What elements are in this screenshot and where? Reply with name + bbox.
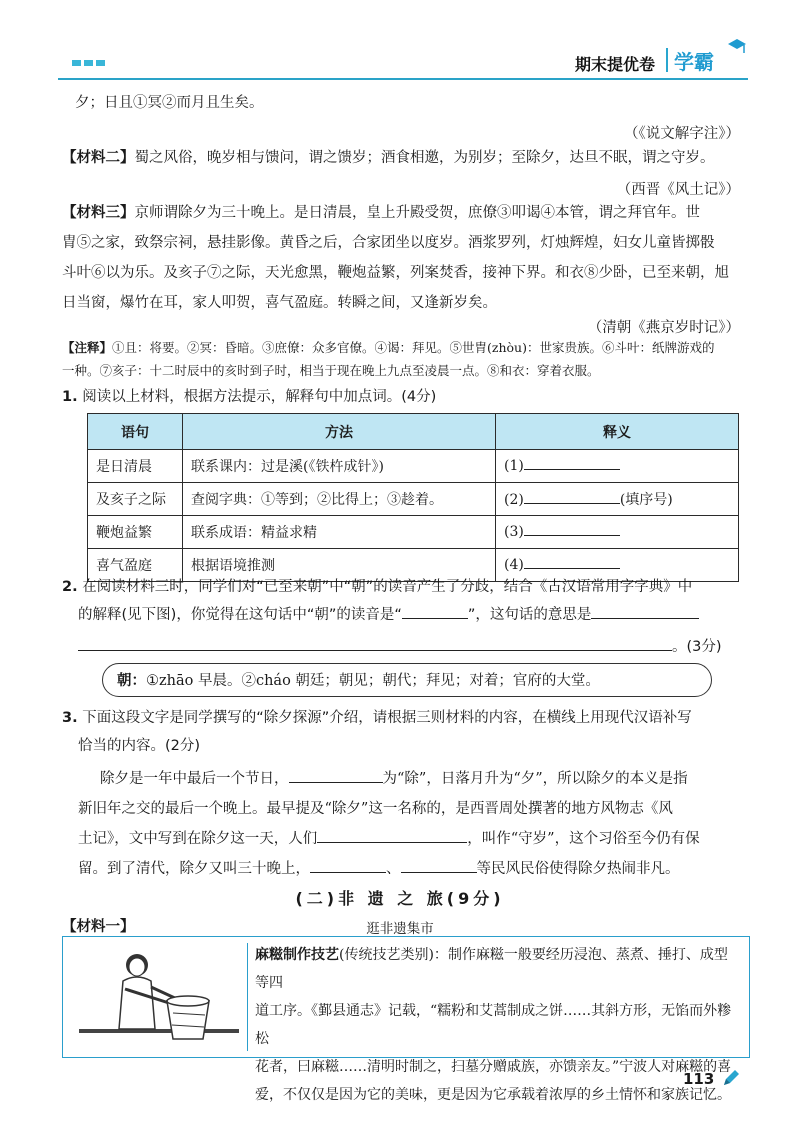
table-row: [88, 483, 739, 516]
material2-text: 蜀之风俗，晚岁相与馈问，谓之馈岁；酒食相邀，为别岁；至除夕，达旦不眠，谓之守岁。: [134, 150, 715, 166]
sentence-cell: 及亥子之际: [88, 483, 183, 516]
question-number: 2.: [62, 579, 78, 595]
passage-text: 除夕是一年中最后一个节日，: [100, 771, 289, 787]
answer-index: (3): [504, 524, 524, 540]
material2-label: 【材料二】: [62, 150, 135, 166]
mochi-making-illustration: [69, 943, 248, 1051]
material3: [62, 198, 752, 228]
material1-title: 逛非遗集市: [366, 921, 434, 937]
material1-tail: 夕；日且①冥②而月且生矣。: [75, 95, 264, 111]
column-header: 释义: [496, 414, 739, 450]
material3-label: 【材料三】: [62, 205, 135, 221]
answer-hint: (填序号): [619, 492, 673, 508]
question-3-line-b: 恰当的内容。(2分): [78, 738, 201, 754]
annotation-label: 【注释】: [62, 340, 113, 355]
answer-index: (1): [504, 458, 524, 474]
question-3-line-a: 下面这段文字是同学撰写的“除夕探源”介绍，请根据三则材料的内容，在横线上用现代汉语补写: [82, 710, 692, 726]
header-divider: [666, 48, 668, 72]
material1-line: [255, 941, 741, 997]
passage-text: 留。到了清代，除夕又叫三十晚上，: [78, 861, 310, 877]
passage-line-4: [78, 854, 758, 884]
method-cell: 查阅字典：①等到；②比得上；③趁着。: [183, 483, 496, 516]
annotation-line-a: ①且：将要。②冥：昏暗。③庶僚：众多官僚。④谒：拜见。⑤世胄(zhòu)：世家贵族。⑥斗叶：纸牌游戏的: [112, 340, 715, 355]
sentence-cell: 喜气盈庭: [88, 549, 183, 582]
dictionary-word: 朝：: [117, 673, 146, 689]
annotations: [62, 336, 752, 359]
method-cell: 根据语境推测: [183, 549, 496, 582]
method-table: [87, 413, 739, 582]
fill-blank[interactable]: [401, 872, 477, 873]
answer-cell: [496, 516, 739, 549]
answer-blank[interactable]: [524, 503, 620, 504]
question-2-line-c: [78, 634, 758, 661]
fill-blank[interactable]: [289, 782, 383, 783]
passage-line-1: [100, 764, 750, 794]
question-number: 1.: [62, 389, 78, 405]
question-2-text: 的解释(见下图)，你觉得在这句话中“朝”的读音是“: [78, 607, 402, 623]
header-dots: [72, 60, 105, 66]
material1-text: [255, 941, 741, 1109]
craft-category: (传统技艺类别)：: [339, 947, 448, 963]
dictionary-box: [102, 663, 712, 697]
passage-text: 土记》，文中写到在除夕这一天，人们: [78, 831, 318, 847]
answer-cell: [496, 483, 739, 516]
header-brand: 学霸: [674, 50, 714, 74]
answer-index: (2): [504, 492, 524, 508]
question-1-text: 阅读以上材料，根据方法提示，解释句中加点词。(4分): [82, 389, 437, 405]
passage-text: ，叫作“守岁”，这个习俗至今仍有保: [467, 831, 700, 847]
header-rule: [58, 78, 748, 80]
answer-blank[interactable]: [524, 469, 620, 470]
pronunciation-blank[interactable]: [402, 618, 468, 619]
fill-blank[interactable]: [310, 872, 386, 873]
question-1: [62, 384, 752, 411]
material3-line-a: 京师谓除夕为三十晚上。是日清晨，皇上升殿受贺，庶僚③叩谒④本管，谓之拜官年。世: [134, 205, 700, 221]
meaning-blank[interactable]: [591, 618, 699, 619]
header-title: 期末提优卷: [575, 55, 656, 74]
method-cell: 联系课内：过是溪(《铁杵成针》): [183, 450, 496, 483]
pencil-icon: [721, 1068, 741, 1088]
column-header: 方法: [183, 414, 496, 450]
page-header: [0, 0, 800, 84]
question-2-line-a: 在阅读材料三时，同学们对“已至来朝”中“朝”的读音产生了分歧，结合《古汉语常用字字典》中: [82, 579, 693, 595]
answer-index: (4): [504, 557, 524, 573]
fill-blank[interactable]: [317, 842, 467, 843]
answer-blank[interactable]: [524, 535, 620, 536]
material1-label: 【材料一】: [62, 919, 135, 935]
table-row: [88, 450, 739, 483]
source-1: （《说文解字注》）: [624, 126, 740, 142]
dictionary-text: ①zhāo 早晨。②cháo 朝廷；朝见；朝代；拜见；对着；官府的大堂。: [146, 673, 600, 689]
passage-line-2: 新旧年之交的最后一个晚上。最早提及“除夕”这一名称的，是西晋周处撰著的地方风物志《风: [78, 801, 673, 817]
meaning-blank-cont[interactable]: [78, 650, 672, 651]
source-3: （清朝《燕京岁时记》）: [587, 320, 740, 336]
material3-line-b: 胄⑤之家，致祭宗祠，悬挂影像。黄昏之后，合家团坐以度岁。酒浆罗列，灯烛辉煌，妇女儿童皆掷骰: [62, 235, 715, 251]
section-title: (二)非 遗 之 旅(9分): [295, 889, 505, 908]
question-2-score: 。(3分): [672, 639, 722, 655]
material1-text-1: 制作麻糍一般要经历浸泡、蒸煮、捶打、成型等四: [255, 947, 728, 991]
question-2-line-b: [78, 602, 758, 629]
table-row: [88, 516, 739, 549]
table-header-row: [88, 414, 739, 450]
passage-text: 为“除”，日落月升为“夕”，所以除夕的本义是指: [382, 771, 688, 787]
sentence-cell: 是日清晨: [88, 450, 183, 483]
graduation-cap-icon: [726, 38, 748, 56]
method-cell: 联系成语：精益求精: [183, 516, 496, 549]
material1-line: 花者，曰麻糍……清明时制之，扫墓分赠戚族，亦馈亲友。”宁波人对麻糍的喜: [255, 1059, 732, 1075]
passage-text: 、: [386, 861, 401, 877]
question-2-text: ”，这句话的意思是: [467, 607, 592, 623]
annotation-line-b: 一种。⑦亥子：十二时辰中的亥时到子时，相当于现在晚上九点至凌晨一点。⑧和衣：穿着衣服。: [62, 363, 600, 378]
question-3: [62, 705, 752, 732]
answer-blank[interactable]: [524, 568, 620, 569]
material2: [62, 143, 752, 173]
answer-cell: [496, 450, 739, 483]
column-header: 语句: [88, 414, 183, 450]
passage-text: 等民风民俗使得除夕热闹非凡。: [476, 861, 680, 877]
question-2: [62, 574, 752, 601]
material1-line: 爱，不仅仅是因为它的美味，更是因为它承载着浓厚的乡土情怀和家族记忆。: [255, 1087, 731, 1103]
material1-line: 道工序。《鄞县通志》记载，“糯粉和艾蒿制成之饼……其斜方形，无馅而外糁松: [255, 1003, 732, 1047]
sentence-cell: 鞭炮益繁: [88, 516, 183, 549]
craft-heading: 麻糍制作技艺: [255, 947, 339, 963]
material3-line-c: 斗叶⑥以为乐。及亥子⑦之际，天光愈黑，鞭炮益繁，列案焚香，接神下界。和衣⑧少卧，已至来朝，旭: [62, 265, 729, 281]
source-2: （西晋《风土记》）: [616, 182, 740, 198]
passage-line-3: [78, 824, 758, 854]
page-number: 113: [683, 1070, 715, 1088]
question-number: 3.: [62, 710, 78, 726]
material3-line-d: 日当窗，爆竹在耳，家人叩贺，喜气盈庭。转瞬之间，又逢新岁矣。: [62, 295, 497, 311]
